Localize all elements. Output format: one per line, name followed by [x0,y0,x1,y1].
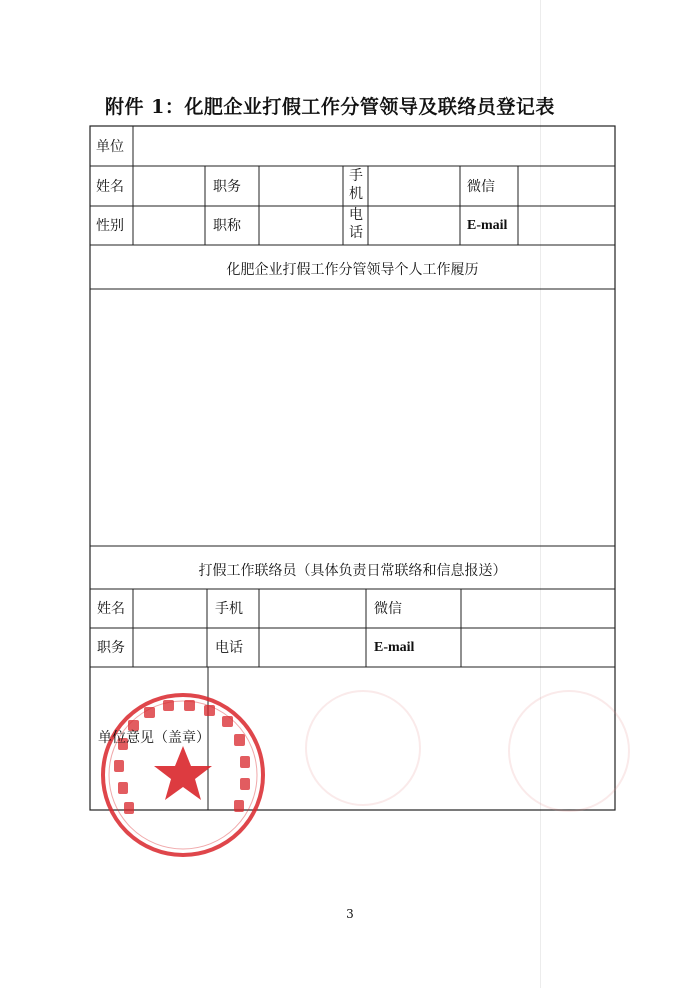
unit-opinion-label: 单位意见（盖章） [98,730,210,746]
official-seal [98,690,268,860]
unit-label: 单位 [96,139,124,155]
phone-label-bottom: 话 [349,225,363,241]
name-label: 姓名 [96,179,124,195]
form-title: 附件 1：化肥企业打假工作分管领导及联络员登记表 [105,96,555,118]
email-label: E-mail [467,218,508,233]
liaison-position-label: 职务 [97,640,125,656]
liaison-wechat-label: 微信 [374,601,402,617]
liaison-section-heading: 打假工作联络员（具体负责日常联络和信息报送） [198,563,507,579]
seal-star-icon [154,746,212,800]
page-number: 3 [346,907,354,921]
position-label: 职务 [213,179,241,195]
liaison-phone-label: 电话 [215,640,243,656]
gender-label: 性别 [96,218,124,234]
faint-stamp-right [508,690,630,812]
liaison-mobile-label: 手机 [215,601,243,617]
liaison-name-label: 姓名 [97,601,125,617]
liaison-email-label: E-mail [374,640,415,655]
phone-label-top: 电 [349,207,363,223]
mobile-label-top: 手 [349,168,363,184]
mobile-label-bottom: 机 [349,186,363,202]
faint-stamp-left [305,690,421,806]
resume-section-heading: 化肥企业打假工作分管领导个人工作履历 [226,262,479,278]
professional-title-label: 职称 [213,218,241,234]
wechat-label: 微信 [467,179,495,195]
